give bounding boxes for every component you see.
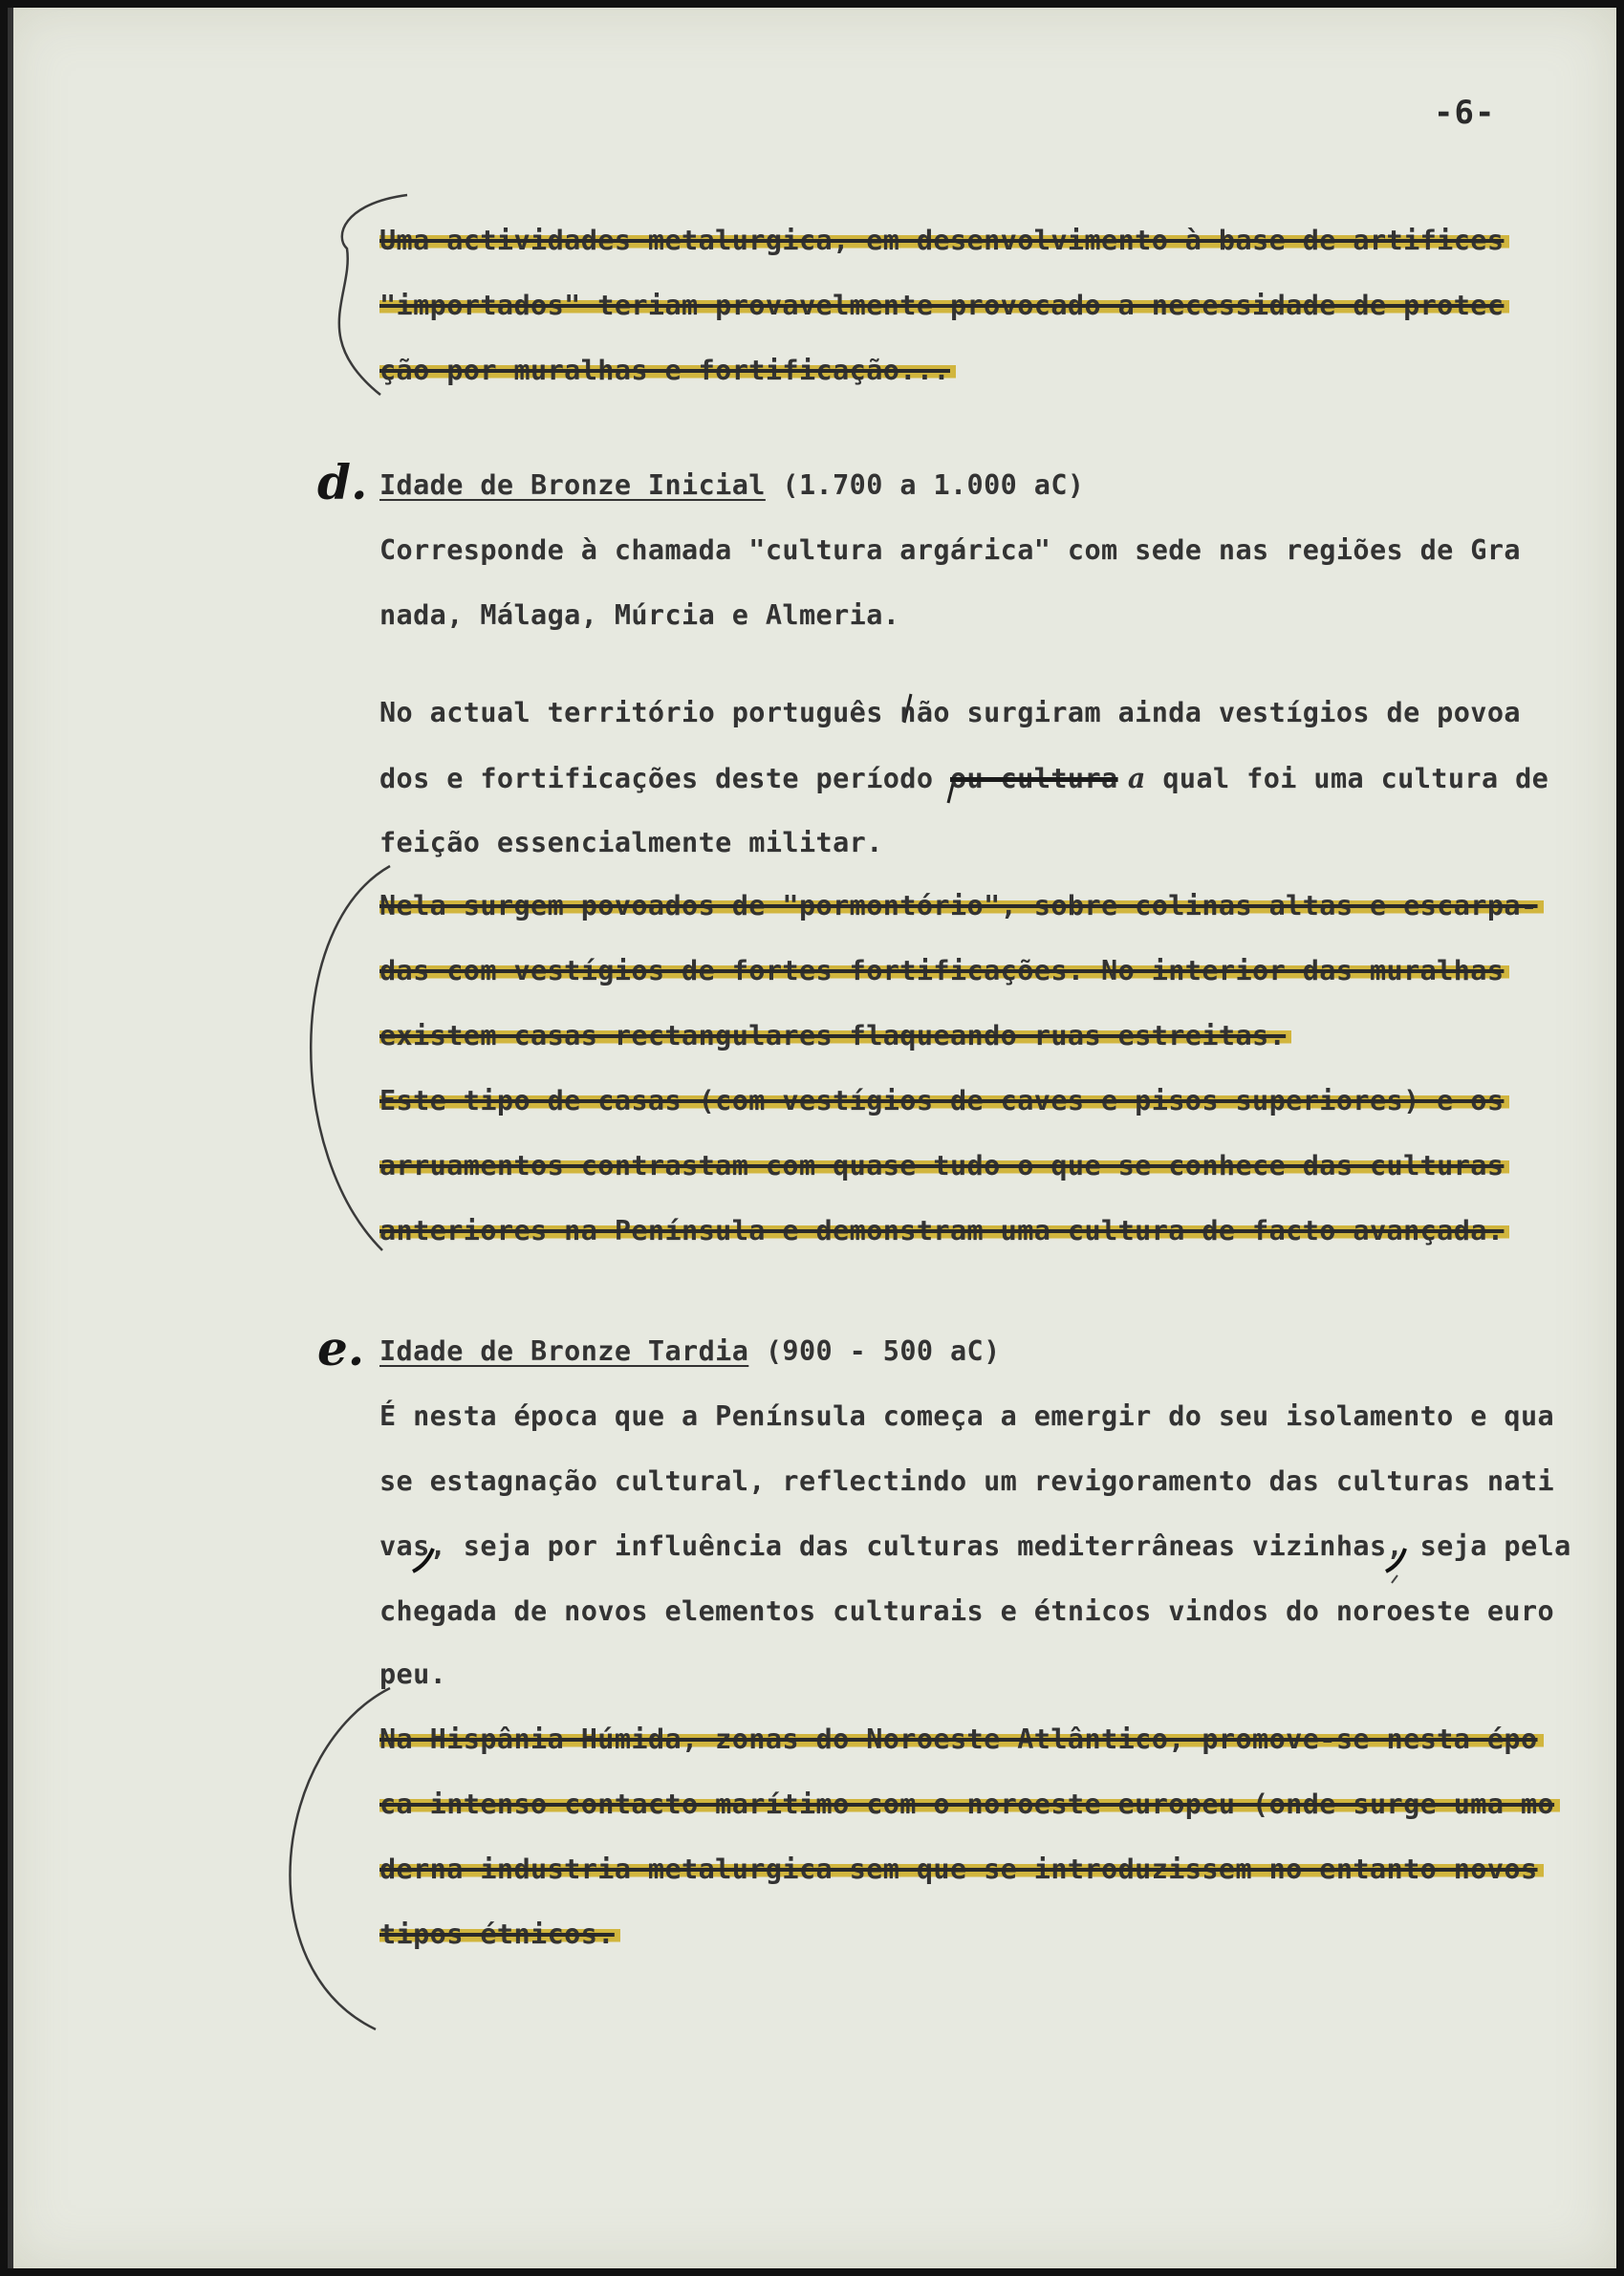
section-d-para1-line-1: Corresponde à chamada "cultura argárica" com sede nas regiões de Gra	[379, 534, 1521, 566]
section-e-para1-line-2: se estagnação cultural, reflectindo um revigoramento das culturas nati	[379, 1465, 1555, 1497]
section-e-para1-line-1: É nesta época que a Península começa a emergir do seu isolamento e qua	[379, 1400, 1555, 1432]
section-e-para1-line-4: chegada de novos elementos culturais e étnicos vindos do noroeste euro	[379, 1595, 1555, 1627]
section-e-para1-line-3: vas, seja por influência das culturas mediterrâneas vizinhas, seja pela	[379, 1530, 1571, 1562]
section-e-hl-line-1: Na Hispânia Húmida, zonas do Noroeste Atlântico, promove-se nesta épo	[379, 1721, 1544, 1759]
section-d-hl-line-4: Este tipo de casas (com vestígios de caves e pisos superiores) e os	[379, 1082, 1509, 1120]
section-e-hl-line-2: ca intenso contacto marítimo com o noroeste europeu (onde surge uma mo	[379, 1786, 1560, 1824]
section-d-hl-line-1: Nela surgem povoados de "pormontório", sobre colinas altas e escarpa-	[379, 887, 1544, 925]
bracket-section-d	[311, 866, 390, 1250]
section-d-heading	[379, 466, 1084, 505]
section-d-hl-line-6: anteriores na Península e demonstram uma cultura de facto avançada.	[379, 1212, 1509, 1250]
bracket-section-e	[290, 1688, 390, 2029]
section-d-marker: d.	[317, 454, 368, 510]
section-e-hl-line-3: derna industria metalurgica sem que se introduzissem no entanto novos	[379, 1851, 1544, 1889]
block1-line-3: ção por muralhas e fortificação...	[379, 352, 956, 390]
section-d-para1-line-2: nada, Málaga, Múrcia e Almeria.	[379, 599, 900, 631]
block1-line-1: Uma actividades metalurgica, em desenvolvimento à base de artifices	[379, 222, 1509, 260]
block1-line-2: "importados" teriam provavelmente provocado a necessidade de protec	[379, 287, 1509, 325]
section-d-hl-line-2: das com vestígios de fortes fortificações. No interior das muralhas	[379, 952, 1509, 990]
section-d-para2-line-3: feição essencialmente militar.	[379, 827, 883, 858]
section-d-title: Idade de Bronze Inicial	[379, 469, 766, 501]
handwritten-marks	[8, 8, 1616, 2268]
section-e-heading	[379, 1333, 1001, 1371]
section-e-dates: (900 - 500 aC)	[748, 1335, 1001, 1367]
section-d-dates: (1.700 a 1.000 aC)	[765, 469, 1085, 501]
left-edge	[8, 8, 13, 2268]
document-page	[8, 8, 1616, 2268]
section-d-para2-line-2: dos e fortificações deste período ou cultura a qual foi uma cultura de	[379, 762, 1549, 794]
section-e-hl-line-4: tipos étnicos.	[379, 1916, 620, 1954]
section-d-hl-line-5: arruamentos contrastam com quase tudo o que se conhece das culturas	[379, 1147, 1509, 1185]
section-e-title: Idade de Bronze Tardia	[379, 1335, 749, 1367]
section-e-marker: e.	[317, 1320, 365, 1376]
section-d-hl-line-3: existem casas rectangulares flaqueando ruas estreitas.	[379, 1017, 1291, 1055]
handwritten-insert: a	[1117, 762, 1146, 794]
section-e-para1-line-5: peu.	[379, 1658, 447, 1690]
stray-tick	[1392, 1575, 1397, 1583]
section-d-para2-line-1: No actual território português não surgiram ainda vestígios de povoa	[379, 697, 1521, 728]
struck-words: ou cultura	[950, 763, 1118, 794]
page-number: -6-	[1434, 94, 1496, 132]
